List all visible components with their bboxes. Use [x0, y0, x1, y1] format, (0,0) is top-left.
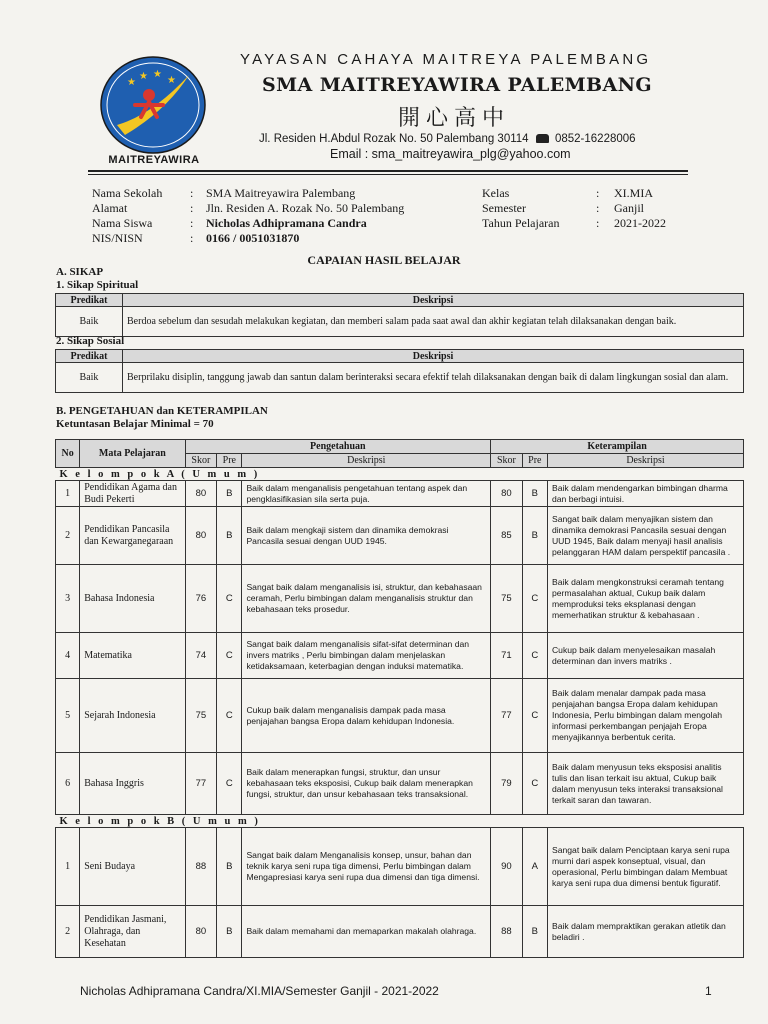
keterampilan-description: Baik dalam menyusun teks eksposisi analitis tulis dan lisan terkait isu aktual, Cukup baik dalam menyusun teks interaksi transaksional terkait saran dan tawaran. — [547, 753, 743, 815]
row-number: 1 — [56, 828, 80, 906]
pengetahuan-predikat: C — [217, 753, 242, 815]
keterampilan-description: Sangat baik dalam Penciptaan karya seni rupa murni dari aspek konseptual, visual, dan operasional, Perlu bimbingan dalam Membuat karya seni rupa dua dimensi bentuk figuratif. — [547, 828, 743, 906]
table-row — [56, 828, 744, 906]
student-nis: 0166 / 0051031870 — [206, 231, 300, 245]
sosial-table — [55, 349, 744, 393]
table-header-row — [56, 350, 744, 363]
row-number: 2 — [56, 507, 80, 565]
pengetahuan-predikat: C — [217, 633, 242, 679]
col-p-desc: Deskripsi — [242, 454, 491, 468]
school-chinese-name: 開心高中 — [398, 106, 511, 131]
school-email: Email : sma_maitreyawira_plg@yahoo.com — [330, 147, 571, 161]
pengetahuan-description: Sangat baik dalam Menganalisis konsep, unsur, bahan dan teknik karya seni rupa tiga dimensi, Perlu bimbingan dalam Mengapresiasi karya seni rupa dua dimensi dan tiga dimensi. — [242, 828, 491, 906]
kkm-text: Ketuntasan Belajar Minimal = 70 — [56, 418, 214, 430]
pengetahuan-predikat: B — [217, 906, 242, 958]
subject-name: Sejarah Indonesia — [80, 679, 185, 753]
col-p-skor: Skor — [185, 454, 217, 468]
table-header-row — [56, 440, 744, 454]
subject-name: Bahasa Inggris — [80, 753, 185, 815]
col-predikat: Predikat — [56, 350, 123, 363]
pengetahuan-description: Cukup baik dalam menganalisis dampak pada masa penjajahan bangsa Eropa dalam kehidupan Indonesia. — [242, 679, 491, 753]
subject-name: Matematika — [80, 633, 185, 679]
svg-text:★: ★ — [139, 71, 148, 82]
col-p-pre: Pre — [217, 454, 242, 468]
keterampilan-description: Baik dalam menalar dampak pada masa penjajahan bangsa Eropa dalam kehidupan Indonesia, Perlu bimbingan dalam mengolah informasi perkembangan penjajah Eropa menyajikannya berbentuk cerita. — [547, 679, 743, 753]
keterampilan-score: 90 — [491, 828, 523, 906]
identity-key: NIS/NISN — [92, 231, 143, 245]
group-label: K e l o m p o k A ( U m u m ) — [56, 468, 744, 481]
col-k-desc: Deskripsi — [547, 454, 743, 468]
identity-row: Semester : Ganjil — [482, 201, 644, 215]
col-mapel: Mata Pelajaran — [80, 440, 185, 468]
keterampilan-score: 88 — [491, 906, 523, 958]
keterampilan-description: Sangat baik dalam menyajikan sistem dan dinamika demokrasi Pancasila sesuai dengan UUD 1945, Baik dalam menyaji hasil analisis pelanggaran HAM dalam perspektif pancasila . — [547, 507, 743, 565]
keterampilan-score: 79 — [491, 753, 523, 815]
table-row — [56, 363, 744, 393]
address-text: Jl. Residen H.Abdul Rozak No. 50 Palembang 30114 — [259, 133, 529, 145]
keterampilan-predikat: C — [522, 679, 547, 753]
identity-row: Nama Sekolah : SMA Maitreyawira Palembang — [92, 186, 356, 200]
keterampilan-predikat: B — [522, 481, 547, 507]
pengetahuan-score: 80 — [185, 507, 217, 565]
identity-key: Semester — [482, 201, 526, 215]
svg-text:★: ★ — [153, 69, 162, 80]
pengetahuan-description: Sangat baik dalam menganalisis sifat-sifat determinan dan invers matriks , Perlu bimbingan dalam menjelaskan ketidaksamaan, keterbagian dengan induksi matematika. — [242, 633, 491, 679]
identity-row: Alamat : Jln. Residen A. Rozak No. 50 Palembang — [92, 201, 405, 215]
row-number: 6 — [56, 753, 80, 815]
identity-value: Ganjil — [614, 201, 644, 215]
row-number: 3 — [56, 565, 80, 633]
header-divider-thin — [88, 174, 688, 175]
subject-name: Pendidikan Agama dan Budi Pekerti — [80, 481, 185, 507]
subject-name: Pendidikan Pancasila dan Kewarganegaraan — [80, 507, 185, 565]
school-name: SMA MAITREYAWIRA PALEMBANG — [262, 74, 653, 96]
logo-caption: MAITREYAWIRA — [108, 154, 200, 166]
identity-value: Jln. Residen A. Rozak No. 50 Palembang — [206, 201, 405, 215]
student-identity-right — [482, 186, 666, 231]
subject-name: Bahasa Indonesia — [80, 565, 185, 633]
keterampilan-score: 71 — [491, 633, 523, 679]
student-name: Nicholas Adhipramana Candra — [206, 216, 367, 230]
pengetahuan-description: Baik dalam menerapkan fungsi, struktur, dan unsur kebahasaan teks eksposisi, Cukup baik dalam menerapkan fungsi, struktur, dan unsur kebahasaan teks transaksional. — [242, 753, 491, 815]
identity-key: Nama Sekolah — [92, 186, 163, 200]
group-row — [56, 815, 744, 828]
table-row — [56, 307, 744, 337]
pengetahuan-score: 74 — [185, 633, 217, 679]
pengetahuan-description: Baik dalam memahami dan memaparkan makalah olahraga. — [242, 906, 491, 958]
identity-value: SMA Maitreyawira Palembang — [206, 186, 356, 200]
table-header-row — [56, 294, 744, 307]
group-row — [56, 468, 744, 481]
pengetahuan-score: 75 — [185, 679, 217, 753]
group-label: K e l o m p o k B ( U m u m ) — [56, 815, 744, 828]
keterampilan-predikat: C — [522, 753, 547, 815]
identity-key: Kelas — [482, 186, 510, 200]
school-address — [259, 133, 636, 145]
pengetahuan-score: 76 — [185, 565, 217, 633]
pengetahuan-score: 80 — [185, 481, 217, 507]
table-row — [56, 565, 744, 633]
row-number: 4 — [56, 633, 80, 679]
subject-name: Pendidikan Jasmani, Olahraga, dan Kesehatan — [80, 906, 185, 958]
spiritual-title: 1. Sikap Spiritual — [56, 279, 139, 291]
table-row — [56, 679, 744, 753]
school-logo — [97, 55, 209, 155]
pengetahuan-description: Baik dalam mengkaji sistem dan dinamika demokrasi Pancasila sesuai dengan UUD 1945. — [242, 507, 491, 565]
identity-row: Tahun Pelajaran : 2021-2022 — [482, 216, 666, 230]
col-deskripsi: Deskripsi — [123, 350, 744, 363]
col-k-pre: Pre — [522, 454, 547, 468]
identity-key: Nama Siswa — [92, 216, 153, 230]
keterampilan-predikat: B — [522, 507, 547, 565]
identity-row: Kelas : XI.MIA — [482, 186, 653, 200]
row-number: 5 — [56, 679, 80, 753]
spiritual-table — [55, 293, 744, 337]
pengetahuan-predikat: C — [217, 565, 242, 633]
keterampilan-score: 85 — [491, 507, 523, 565]
table-row — [56, 753, 744, 815]
header-divider — [88, 170, 688, 172]
col-deskripsi: Deskripsi — [123, 294, 744, 307]
keterampilan-predikat: A — [522, 828, 547, 906]
identity-row: NIS/NISN : 0166 / 0051031870 — [92, 231, 300, 245]
predikat-cell: Baik — [56, 307, 123, 337]
col-keterampilan: Keterampilan — [491, 440, 744, 454]
row-number: 2 — [56, 906, 80, 958]
spiritual-heading — [56, 279, 138, 291]
grades-table — [55, 439, 744, 958]
foundation-name: YAYASAN CAHAYA MAITREYA PALEMBANG — [240, 51, 652, 68]
keterampilan-predikat: B — [522, 906, 547, 958]
identity-key: Tahun Pelajaran — [482, 216, 560, 230]
pengetahuan-predikat: B — [217, 507, 242, 565]
section-a-heading: A. SIKAP — [56, 266, 104, 278]
pengetahuan-predikat: B — [217, 828, 242, 906]
grades-body — [56, 468, 744, 958]
deskripsi-cell: Berdoa sebelum dan sesudah melakukan kegiatan, dan memberi salam pada saat awal dan akhir kegiatan telah dilaksanakan dengan baik. — [123, 307, 744, 337]
keterampilan-description: Baik dalam mendengarkan bimbingan dharma dan berbagi intuisi. — [547, 481, 743, 507]
pengetahuan-description: Sangat baik dalam menganalisis isi, struktur, dan kebahasaan ceramah, Perlu bimbingan dalam menganalisis struktur dan kebahasaan teks prosedur. — [242, 565, 491, 633]
keterampilan-description: Cukup baik dalam menyelesaikan masalah determinan dan invers matriks . — [547, 633, 743, 679]
deskripsi-cell: Berprilaku disiplin, tanggung jawab dan santun dalam berinteraksi secara efektif telah dilaksanakan dengan baik di dalam lingkungan sosial dan alam. — [123, 363, 744, 393]
col-no: No — [56, 440, 80, 468]
keterampilan-score: 75 — [491, 565, 523, 633]
section-b-heading: B. PENGETAHUAN dan KETERAMPILAN — [56, 405, 268, 417]
pengetahuan-description: Baik dalam menganalisis pengetahuan tentang aspek dan pengklasifikasian sila serta puja. — [242, 481, 491, 507]
table-row — [56, 481, 744, 507]
keterampilan-description: Baik dalam mengkonstruksi ceramah tentang permasalahan aktual, Cukup baik dalam memproduksi teks eksplanasi dengan memerhatikan struktur & kebahasaan . — [547, 565, 743, 633]
keterampilan-predikat: C — [522, 633, 547, 679]
col-k-skor: Skor — [491, 454, 523, 468]
identity-value: 2021-2022 — [614, 216, 666, 230]
phone-number: 0852-16228006 — [554, 133, 636, 145]
col-predikat: Predikat — [56, 294, 123, 307]
table-row — [56, 633, 744, 679]
pengetahuan-score: 88 — [185, 828, 217, 906]
table-row — [56, 906, 744, 958]
keterampilan-description: Baik dalam mempraktikan gerakan atletik dan beladiri . — [547, 906, 743, 958]
footer-text: Nicholas Adhipramana Candra/XI.MIA/Semester Ganjil - 2021-2022 — [80, 984, 439, 998]
predikat-cell: Baik — [56, 363, 123, 393]
col-pengetahuan: Pengetahuan — [185, 440, 491, 454]
keterampilan-score: 77 — [491, 679, 523, 753]
pengetahuan-score: 80 — [185, 906, 217, 958]
sosial-heading: 2. Sikap Sosial — [56, 335, 125, 347]
identity-row: Nama Siswa : Nicholas Adhipramana Candra — [92, 216, 367, 230]
identity-key: Alamat — [92, 201, 128, 215]
subject-name: Seni Budaya — [80, 828, 185, 906]
pengetahuan-predikat: B — [217, 481, 242, 507]
page-number: 1 — [705, 984, 712, 998]
pengetahuan-predikat: C — [217, 679, 242, 753]
report-title: CAPAIAN HASIL BELAJAR — [307, 253, 461, 267]
svg-text:★: ★ — [167, 75, 176, 86]
phone-icon — [536, 134, 549, 143]
table-row — [56, 507, 744, 565]
keterampilan-predikat: C — [522, 565, 547, 633]
pengetahuan-score: 77 — [185, 753, 217, 815]
identity-value: XI.MIA — [614, 186, 653, 200]
row-number: 1 — [56, 481, 80, 507]
svg-text:★: ★ — [127, 77, 136, 88]
keterampilan-score: 80 — [491, 481, 523, 507]
student-identity-left — [92, 186, 404, 246]
